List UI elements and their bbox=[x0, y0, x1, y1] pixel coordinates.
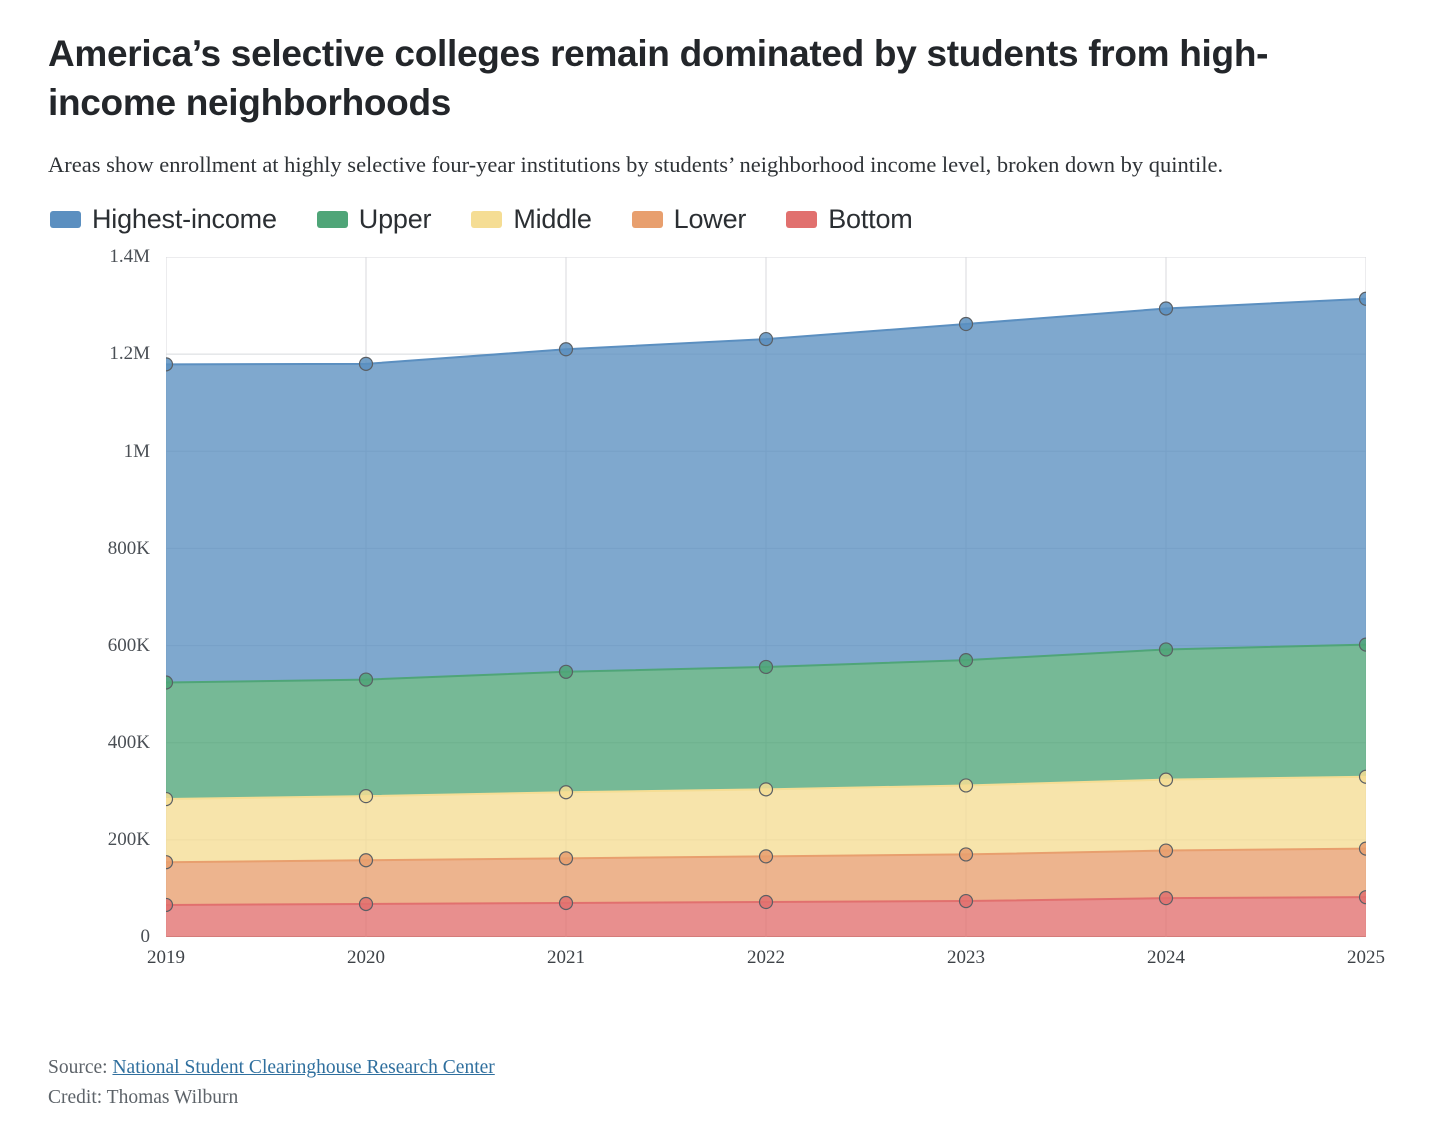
data-point[interactable] bbox=[1160, 892, 1173, 905]
legend-swatch-icon bbox=[317, 211, 348, 228]
legend-swatch-icon bbox=[632, 211, 663, 228]
page-title: America’s selective colleges remain dominated by students from high-income neighborhoods bbox=[48, 33, 1269, 123]
data-point[interactable] bbox=[560, 343, 573, 356]
credit-line: Credit: Thomas Wilburn bbox=[48, 1087, 239, 1109]
legend-swatch-icon bbox=[786, 211, 817, 228]
data-point[interactable] bbox=[960, 895, 973, 908]
legend-item-middle[interactable] bbox=[471, 204, 591, 235]
data-point[interactable] bbox=[360, 854, 373, 867]
y-axis-tick-label: 800K bbox=[107, 537, 150, 559]
x-axis-tick-label: 2020 bbox=[347, 947, 385, 969]
data-point[interactable] bbox=[1160, 302, 1173, 315]
legend-label: Upper bbox=[358, 204, 432, 235]
data-point[interactable] bbox=[1160, 844, 1173, 857]
legend-swatch-icon bbox=[471, 211, 502, 228]
data-point[interactable] bbox=[760, 850, 773, 863]
x-axis-tick-label: 2024 bbox=[1147, 947, 1185, 969]
data-point[interactable] bbox=[560, 666, 573, 679]
area-band bbox=[166, 299, 1366, 683]
data-point[interactable] bbox=[360, 673, 373, 686]
data-point[interactable] bbox=[560, 852, 573, 865]
legend-label: Middle bbox=[513, 204, 592, 235]
data-point[interactable] bbox=[760, 661, 773, 674]
y-axis-tick-label: 1.2M bbox=[109, 343, 150, 365]
x-axis-tick-label: 2023 bbox=[947, 947, 985, 969]
data-point[interactable] bbox=[1160, 773, 1173, 786]
data-point[interactable] bbox=[760, 783, 773, 796]
data-point[interactable] bbox=[960, 318, 973, 331]
stacked-area-svg bbox=[166, 257, 1366, 937]
x-axis-tick-label: 2022 bbox=[747, 947, 785, 969]
data-point[interactable] bbox=[960, 654, 973, 667]
legend-item-lower[interactable] bbox=[632, 204, 747, 235]
data-point[interactable] bbox=[760, 333, 773, 346]
legend-item-bottom[interactable] bbox=[786, 204, 912, 235]
y-axis-tick-label: 1.4M bbox=[109, 246, 150, 268]
y-axis-tick-label: 600K bbox=[107, 634, 150, 656]
data-point[interactable] bbox=[1160, 643, 1173, 656]
legend-label: Highest-income bbox=[92, 204, 277, 235]
source-label: Source: bbox=[48, 1057, 108, 1078]
y-axis-tick-label: 400K bbox=[107, 731, 150, 753]
data-point[interactable] bbox=[360, 358, 373, 371]
legend-label: Lower bbox=[673, 204, 747, 235]
x-axis-tick-label: 2025 bbox=[1347, 947, 1385, 969]
source-link[interactable]: National Student Clearinghouse Research Center bbox=[112, 1057, 495, 1078]
data-point[interactable] bbox=[960, 848, 973, 861]
chart-area bbox=[48, 246, 1388, 969]
chart-subtitle: Areas show enrollment at highly selective four-year institutions by students’ neighborhood income level, broken down by quintile. bbox=[48, 151, 1224, 177]
y-axis-tick-label: 0 bbox=[140, 926, 150, 948]
y-axis-tick-label: 1M bbox=[123, 440, 150, 462]
data-point[interactable] bbox=[360, 898, 373, 911]
plot-region bbox=[166, 257, 1366, 937]
data-point[interactable] bbox=[960, 779, 973, 792]
data-point[interactable] bbox=[560, 897, 573, 910]
legend-item-upper[interactable] bbox=[317, 204, 432, 235]
y-axis-labels bbox=[48, 246, 160, 949]
legend-item-highest-income[interactable] bbox=[50, 204, 277, 235]
y-axis-tick-label: 200K bbox=[107, 829, 150, 851]
x-axis-labels bbox=[147, 943, 1385, 977]
chart-legend bbox=[48, 204, 1392, 235]
legend-label: Bottom bbox=[828, 204, 913, 235]
x-axis-tick-label: 2021 bbox=[547, 947, 585, 969]
data-point[interactable] bbox=[360, 790, 373, 803]
x-axis-tick-label: 2019 bbox=[147, 947, 185, 969]
source-line bbox=[48, 1053, 495, 1083]
legend-swatch-icon bbox=[50, 211, 81, 228]
chart-footer bbox=[48, 1053, 495, 1113]
data-point[interactable] bbox=[760, 896, 773, 909]
data-point[interactable] bbox=[560, 786, 573, 799]
